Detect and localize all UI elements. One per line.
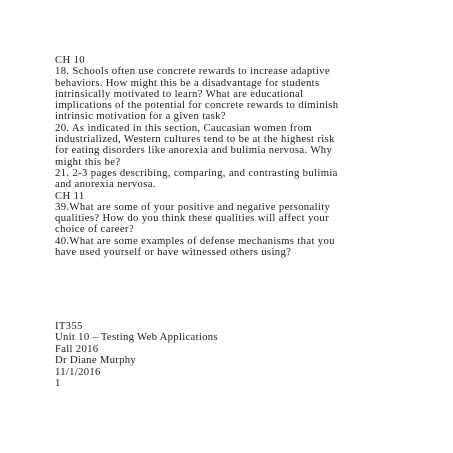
question-20-line-2: industrialized, Western cultures tend to be at the highest risk — [55, 133, 335, 146]
course-code: IT355 — [55, 320, 83, 332]
instructor-name: Dr Diane Murphy — [55, 354, 137, 367]
date: 11/1/2016 — [55, 365, 101, 378]
question-39-line-2: qualities? How do you think these qualities will affect your — [55, 212, 329, 225]
question-21-line-1: 21. 2-3 pages describing, comparing, and contrasting bulimia — [55, 166, 338, 179]
question-18-line-3: intrinsically motivated to learn? What are educational — [55, 87, 304, 100]
question-18-line-5: intrinsic motivation for a given task? — [55, 110, 226, 123]
question-18-line-4: implications of the potential for concrete rewards to diminish — [55, 99, 339, 112]
chapter-heading-10: CH 10 — [55, 54, 85, 66]
unit-title: Unit 10 – Testing Web Applications — [55, 331, 218, 344]
question-39-line-3: choice of career? — [55, 223, 134, 236]
course-info-block — [55, 321, 395, 389]
chapter-heading-11: CH 11 — [55, 189, 85, 202]
page-number: 1 — [55, 377, 61, 390]
term: Fall 2016 — [55, 342, 99, 355]
question-40-line-2: have used yourself or have witnessed others using? — [55, 246, 292, 259]
question-20-line-4: might this be? — [55, 155, 121, 168]
question-39-line-1: 39.What are some of your positive and negative personality — [55, 200, 331, 213]
question-40-line-1: 40.What are some examples of defense mechanisms that you — [55, 234, 335, 247]
question-20-line-1: 20. As indicated in this section, Caucasian women from — [55, 121, 312, 134]
question-18-line-1: 18. Schools often use concrete rewards to increase adaptive — [55, 65, 330, 78]
question-18-line-2: behaviors. How might this be a disadvantage for students — [55, 76, 320, 89]
question-21-line-2: and anorexia nervosa. — [55, 178, 156, 191]
assignment-questions — [55, 55, 395, 258]
question-20-line-3: for eating disorders like anorexia and bulimia nervosa. Why — [55, 144, 333, 157]
